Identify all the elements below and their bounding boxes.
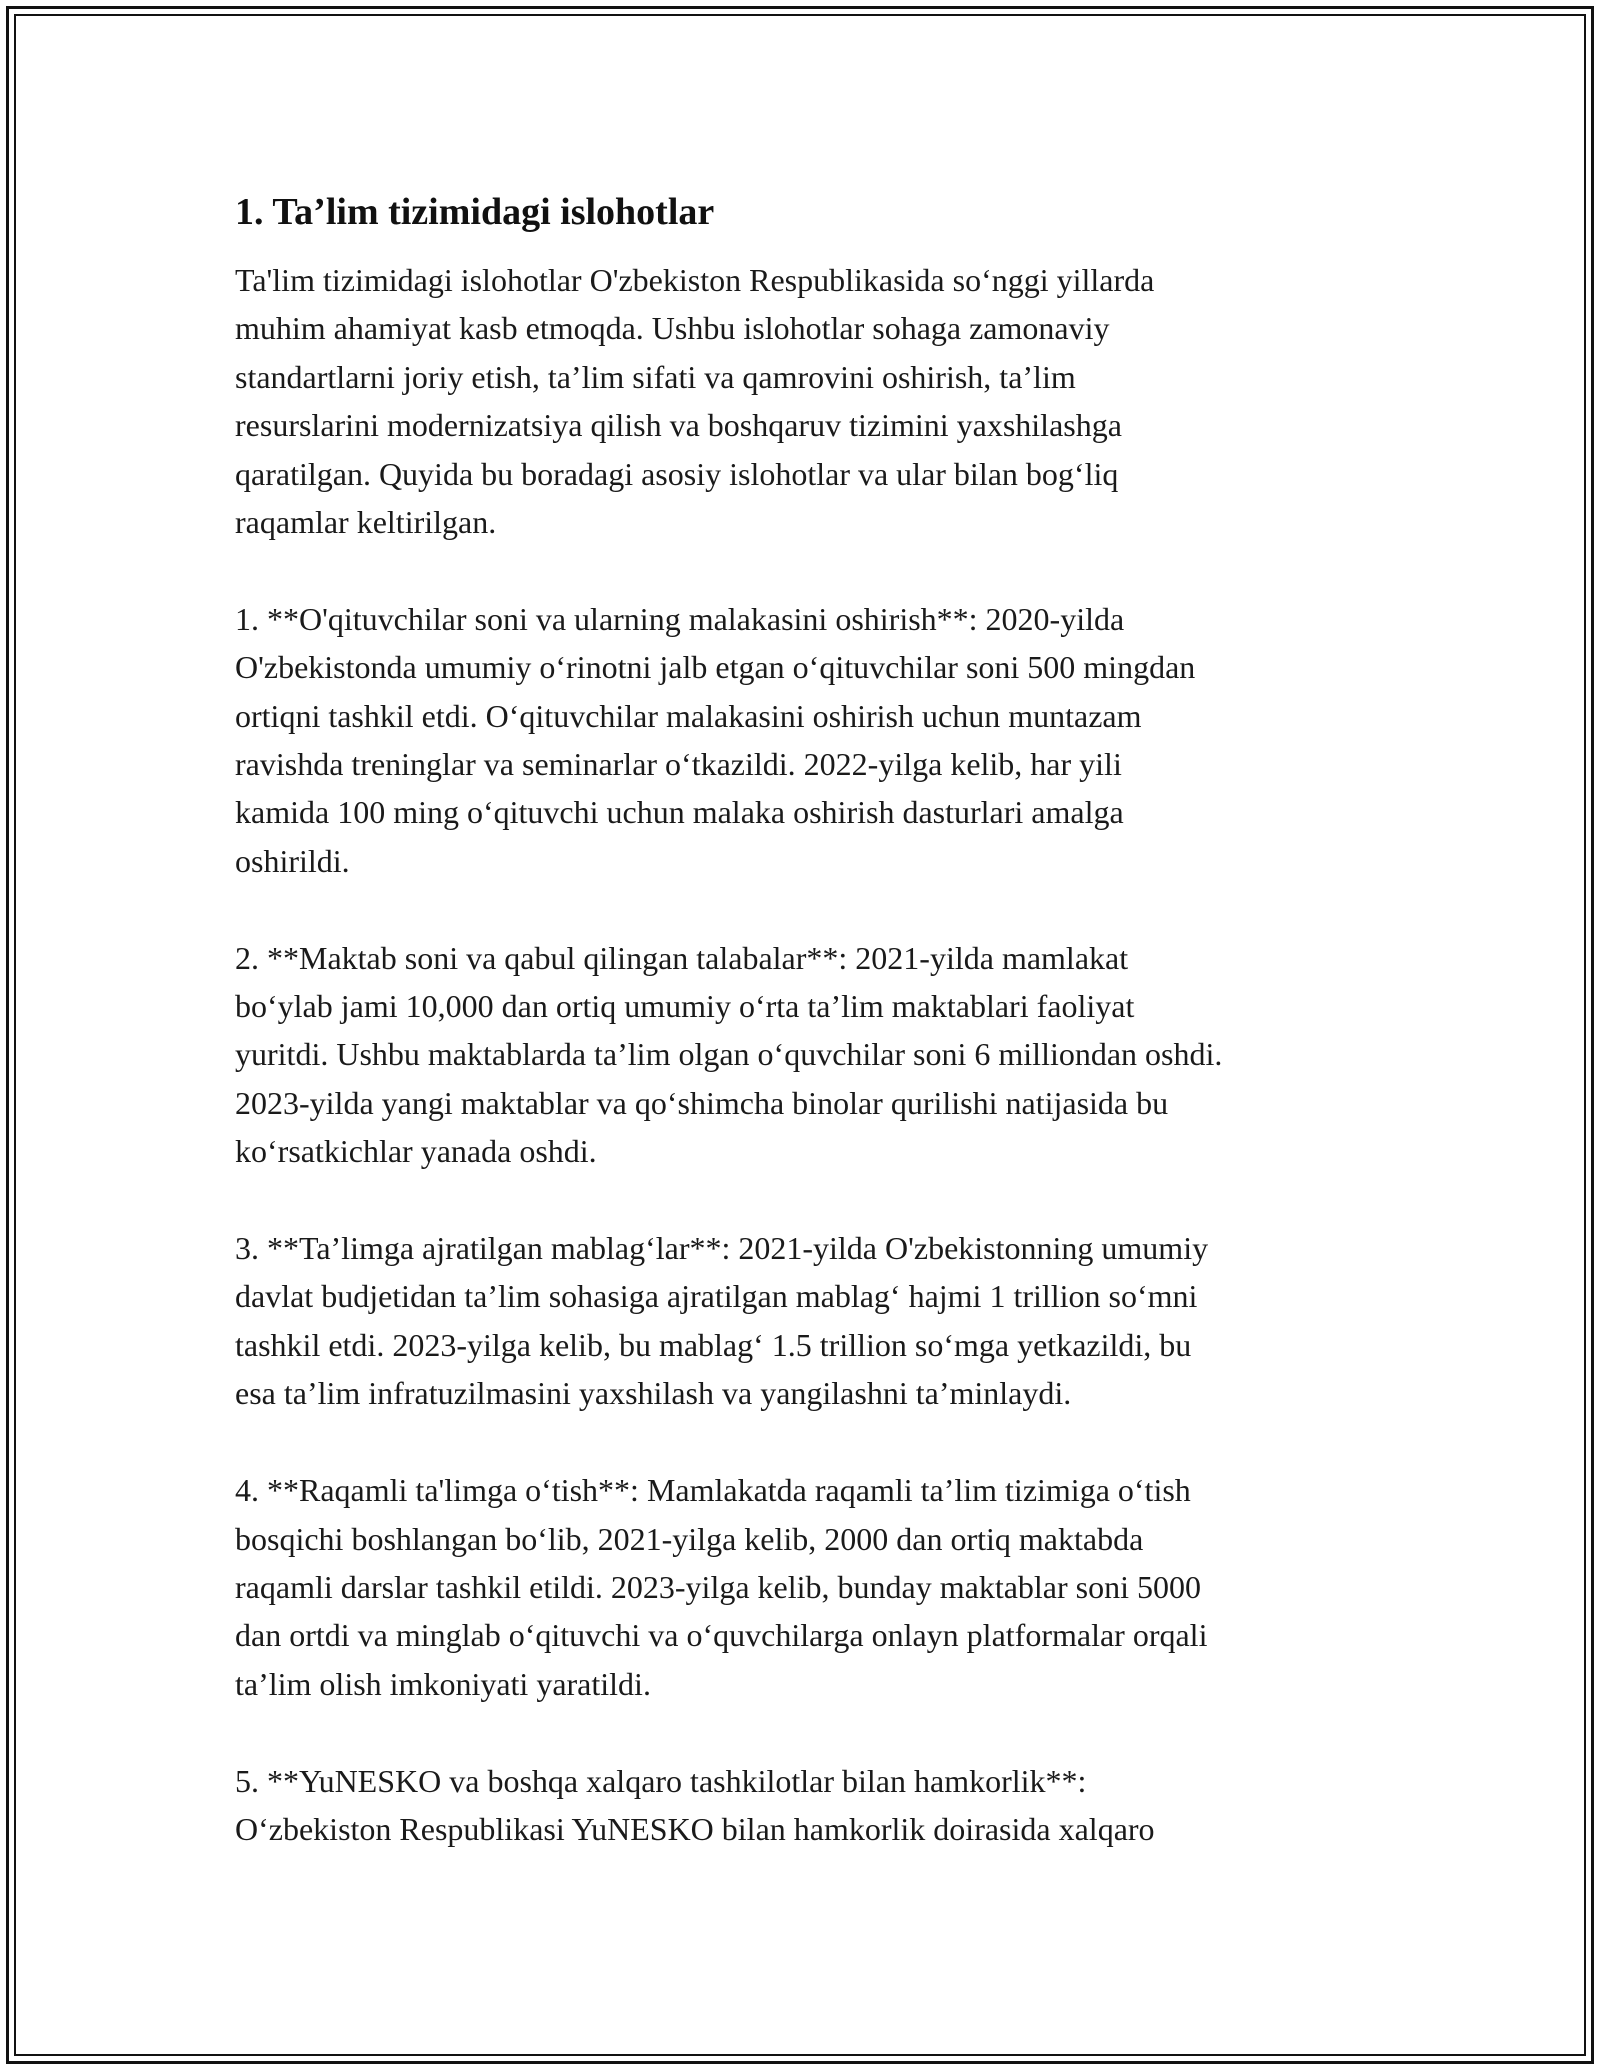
list-item-funding: 3. **Ta’limga ajratilgan mablag‘lar**: 2021-yilda O'zbekistonning umumiy davlat budjetidan ta’lim sohasiga ajratilgan mablag‘ hajmi 1 trillion so‘mni tashkil etdi. 2023-yilga kelib, bu mablag‘ 1.5 trillion so‘mga yetkazildi, bu esa ta’lim infratuzilmasini yaxshilash va yangilashni ta’minlaydi. xyxy=(235,1230,1209,1412)
list-item-international-cooperation: 5. **YuNESKO va boshqa xalqaro tashkilotlar bilan hamkorlik**: O‘zbekiston Respublikasi YuNESKO bilan hamkorlik doirasida xalqaro xyxy=(235,1762,1155,1847)
list-item-schools: 2. **Maktab soni va qabul qilingan talabalar**: 2021-yilda mamlakat bo‘ylab jami 10,000 dan ortiq umumiy o‘rta ta’lim maktablari faoliyat yuritdi. Ushbu maktablarda ta’lim olgan o‘quvchilar soni 6 milliondan oshdi. 2023-yilda yangi maktablar va qo‘shimcha binolar qurilishi natijasida bu ko‘rsatkichlar yanada oshdi. xyxy=(235,939,1223,1170)
list-item-digital-education: 4. **Raqamli ta'limga o‘tish**: Mamlakatda raqamli ta’lim tizimiga o‘tish bosqichi boshlangan bo‘lib, 2021-yilga kelib, 2000 dan ortiq maktabda raqamli darslar tashkil etildi. 2023-yilga kelib, bunday maktablar soni 5000 dan ortdi va minglab o‘qituvchi va o‘quvchilarga onlayn platformalar orqali ta’lim olish imkoniyati yaratildi. xyxy=(235,1472,1208,1702)
intro-paragraph: Ta'lim tizimidagi islohotlar O'zbekiston Respublikasida so‘nggi yillarda muhim ahamiyat kasb etmoqda. Ushbu islohotlar sohaga zamonaviy standartlarni joriy etish, ta’lim sifati va qamrovini oshirish, ta’lim resurslarini modernizatsiya qilish va boshqaruv tizimini yaxshilashga qaratilgan. Quyida bu boradagi asosiy islohotlar va ular bilan bog‘liq raqamlar keltirilgan. xyxy=(235,262,1155,541)
list-item-teachers: 1. **O'qituvchilar soni va ularning malakasini oshirish**: 2020-yilda O'zbekistonda umumiy o‘rinotni jalb etgan o‘qituvchilar soni 500 mingdan ortiqni tashkil etdi. O‘qituvchilar malakasini oshirish uchun muntazam ravishda treninglar va seminarlar o‘tkazildi. 2022-yilga kelib, har yili kamida 100 ming o‘qituvchi uchun malaka oshirish dasturlari amalga oshirildi. xyxy=(235,600,1196,879)
section-title: 1. Ta’lim tizimidagi islohotlar xyxy=(235,191,715,233)
document-body xyxy=(235,188,1385,1853)
